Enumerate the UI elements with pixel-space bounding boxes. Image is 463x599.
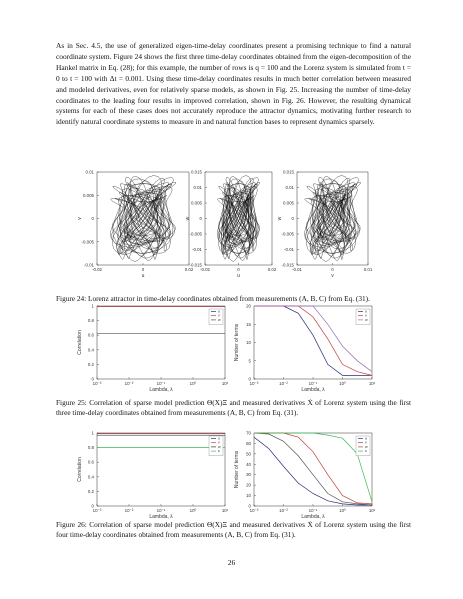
fig26a-legend-label-s: s: [218, 449, 220, 454]
fig24c-ylabel: w: [277, 216, 283, 221]
fig26a-ytick-label: 0.2: [87, 488, 94, 494]
fig24b-ytick-label: -0.01: [191, 247, 202, 252]
fig26a-ylabel: Correlation: [77, 457, 83, 482]
fig24b-xtick-label: 0.02: [267, 267, 277, 272]
fig25a-xtick-label: 10¹: [221, 381, 229, 386]
fig25b-legend-label-u: u: [365, 309, 367, 314]
fig25a-legend-label-u: u: [218, 309, 220, 314]
fig26b-legend: [356, 436, 370, 456]
fig25a-ytick-label: 0: [91, 376, 94, 382]
fig24c-xtick-label: 0: [331, 267, 334, 272]
fig24b-ylabel: w: [185, 216, 191, 221]
fig24c-xtick-label: 0.01: [363, 267, 373, 272]
fig25a-legend-label-w: w: [218, 317, 221, 322]
fig24b-xtick-label: -0.02: [199, 267, 211, 272]
fig25b-series-v: [254, 306, 372, 375]
fig24c-ytick-label: 0: [291, 216, 294, 221]
fig24c-ytick-label: 0.005: [283, 200, 294, 206]
fig26b-ytick-label: 70: [246, 430, 251, 436]
fig26b-series-v: [254, 433, 372, 505]
fig24c-xtick-label: -0.01: [291, 267, 303, 272]
fig25b-ytick-label: 0: [248, 376, 251, 382]
fig24a-ytick-label: 0.01: [85, 169, 94, 175]
fig24b-ytick-label: 0: [199, 216, 202, 221]
fig24a-axes-frame: [97, 172, 189, 265]
fig24c-trajectory: [304, 176, 360, 262]
fig26b-xtick-label: 10¹: [368, 508, 376, 513]
fig26a-legend-label-u: u: [218, 436, 220, 441]
fig26a-ytick-label: 0: [91, 503, 94, 509]
figure-24-caption: Figure 24: Lorenz attractor in time-delay coordinates obtained from measurements (A, B, C) from Eq. (31).: [56, 294, 370, 303]
fig24a-xlabel: u: [141, 273, 145, 279]
fig24a-xtick-label: -0.02: [91, 267, 103, 272]
fig26b-xtick-label: 10⁰: [339, 508, 346, 513]
fig25b-ylabel: Number of terms: [234, 323, 240, 362]
fig24c-ytick-label: 0.015: [283, 169, 294, 175]
fig26a-xtick-label: 10⁻³: [92, 508, 102, 513]
fig26b-xtick-label: 10⁻³: [249, 508, 259, 513]
fig26b-legend-label-v: v: [365, 440, 367, 445]
fig24a-trajectory: [110, 176, 176, 262]
fig25a-axes-frame: [97, 306, 225, 379]
fig26a-xlabel: Lambda, λ: [149, 514, 173, 520]
fig26a-legend-label-v: v: [218, 440, 220, 445]
fig25b-ytick-label: 5: [248, 358, 251, 364]
fig25b-ytick-label: 20: [246, 303, 251, 309]
fig24b-xlabel: u: [237, 273, 240, 279]
fig24b-ytick-label: 0.015: [191, 169, 202, 175]
fig25a-xlabel: Lambda, λ: [149, 387, 173, 393]
fig26b-ytick-label: 50: [246, 451, 251, 457]
fig25a-xtick-label: 10⁻²: [124, 381, 134, 386]
fig24c-axes-frame: [297, 172, 368, 265]
fig24b-ytick-label: -0.005: [189, 231, 202, 237]
fig24c-xlabel: v: [331, 273, 334, 279]
fig26a-ytick-label: 0.4: [87, 474, 94, 480]
fig25b-xtick-label: 10⁰: [339, 381, 346, 386]
fig24b-ytick-label: 0.01: [193, 185, 202, 190]
fig24b-trajectory: [217, 176, 259, 262]
fig26b-legend-label-u: u: [365, 436, 367, 441]
fig26a-ytick-label: 0.8: [87, 445, 94, 451]
fig26b-ytick-label: 40: [246, 461, 251, 467]
fig25a-ytick-label: 0.4: [87, 347, 94, 353]
fig26a-xtick-label: 10¹: [221, 508, 229, 513]
fig24b-axes-frame: [205, 172, 272, 265]
body-paragraph: As in Sec. 4.5, the use of generalized eigen-time-delay coordinates present a promising technique to find a natural coordinate system. Figure 24 shows the first three time-delay coordinates obtained from the eigen-decomposition of the Hankel matrix in Eq. (28); for this example, the number of rows is q = 100 and the Lorenz system is simulated from t = 0 to t = 100 with Δt = 0.001. Using these time-delay coordinates results in much better correlation between measured and modeled derivatives, even for relatively sparse models, as shown in Fig. 25. Increasing the number of time-delay coordinates to the leading four results in improved correlation, shown in Fig. 26. However, the resulting dynamical systems for each of these cases does not accurately reproduce the attractor dynamics, motivating further research to identify natural coordinate systems to measure in and natural function bases to represent dynamics sparsely.: [56, 41, 411, 127]
fig24c-ytick-label: -0.01: [283, 247, 294, 252]
fig24c-ytick-label: -0.015: [281, 262, 294, 268]
fig24a-ytick-label: -0.01: [83, 262, 94, 268]
fig26a-ytick-label: 0.6: [87, 459, 94, 465]
fig24a-ylabel: v: [77, 217, 83, 220]
fig24a-xtick-label: 0.02: [184, 267, 194, 272]
fig26a-ytick-label: 1: [91, 430, 94, 436]
fig25b-legend-label-v: v: [365, 313, 367, 318]
fig25a-ytick-label: 0.8: [87, 318, 94, 324]
fig25a-ytick-label: 0.6: [87, 332, 94, 338]
fig26a-xtick-label: 10⁰: [189, 508, 197, 513]
fig26b-ytick-label: 20: [246, 482, 251, 488]
fig26b-xtick-label: 10⁻²: [279, 508, 288, 513]
fig25b-xlabel: Lambda, λ: [301, 387, 325, 393]
fig25a-ytick-label: 1: [91, 303, 94, 309]
fig26b-xtick-label: 10⁻¹: [308, 508, 318, 513]
fig25b-legend-label-w: w: [365, 317, 368, 322]
fig25a-xtick-label: 10⁻³: [92, 381, 102, 386]
fig24a-ytick-label: -0.005: [81, 239, 94, 245]
figure-25-caption: Figure 25: Correlation of sparse model prediction Θ(X)Ξ and measured derivatives Ẋ of Lorenz system using the first three time-delay coordinates obtained from measurements (A, B, C) from Eq. (31).: [56, 398, 411, 418]
fig25b-xtick-label: 10⁻¹: [308, 381, 318, 386]
fig24b-ytick-label: -0.015: [189, 262, 202, 268]
fig24b-xtick-label: 0: [237, 267, 240, 272]
fig24c-ytick-label: -0.005: [281, 231, 294, 237]
fig24a-ytick-label: 0: [91, 216, 94, 221]
fig25b-xtick-label: 10¹: [368, 381, 376, 386]
fig26b-legend-label-w: w: [365, 444, 368, 449]
fig25a-ylabel: Correlation: [77, 330, 83, 355]
fig26b-ytick-label: 0: [248, 503, 251, 509]
fig25a-xtick-label: 10⁰: [189, 381, 197, 386]
fig24a-xtick-label: 0: [141, 267, 145, 272]
fig26a-xtick-label: 10⁻¹: [156, 508, 166, 513]
fig26b-series-u: [254, 437, 372, 505]
fig25a-legend-label-v: v: [218, 313, 220, 318]
fig26b-ytick-label: 60: [246, 440, 251, 446]
fig26b-ytick-label: 30: [246, 472, 251, 478]
fig26a-legend-label-w: w: [218, 444, 221, 449]
fig24b-ytick-label: 0.005: [191, 200, 202, 206]
figure-26-caption: Figure 26: Correlation of sparse model prediction Θ(X)Ξ and measured derivatives Ẋ of Lorenz system using the first four time-delay coordinates obtained from measurements (A, B, C) from Eq. (31).: [56, 520, 411, 540]
fig25b-series-u: [254, 306, 372, 375]
fig26a-xtick-label: 10⁻²: [124, 508, 134, 513]
fig25b-ytick-label: 15: [246, 321, 251, 327]
page-number: 26: [227, 558, 236, 567]
fig24a-ytick-label: 0.005: [83, 192, 94, 198]
fig26b-ylabel: Number of terms: [234, 450, 240, 489]
fig26b-ytick-label: 10: [246, 493, 251, 499]
fig25a-xtick-label: 10⁻¹: [156, 381, 166, 386]
fig26b-xlabel: Lambda, λ: [301, 514, 325, 520]
fig25b-ytick-label: 10: [246, 340, 251, 345]
fig24c-ytick-label: 0.01: [285, 185, 294, 190]
fig26b-series-s: [254, 433, 372, 502]
fig25a-ytick-label: 0.2: [87, 361, 94, 367]
fig25b-xtick-label: 10⁻³: [249, 381, 259, 386]
fig26a-axes-frame: [97, 433, 225, 506]
fig26a-legend: [209, 436, 223, 456]
fig26b-legend-label-s: s: [365, 449, 367, 454]
fig25b-xtick-label: 10⁻²: [279, 381, 288, 386]
fig26b-axes-frame: [254, 433, 372, 506]
fig25b-series-w: [254, 306, 372, 372]
